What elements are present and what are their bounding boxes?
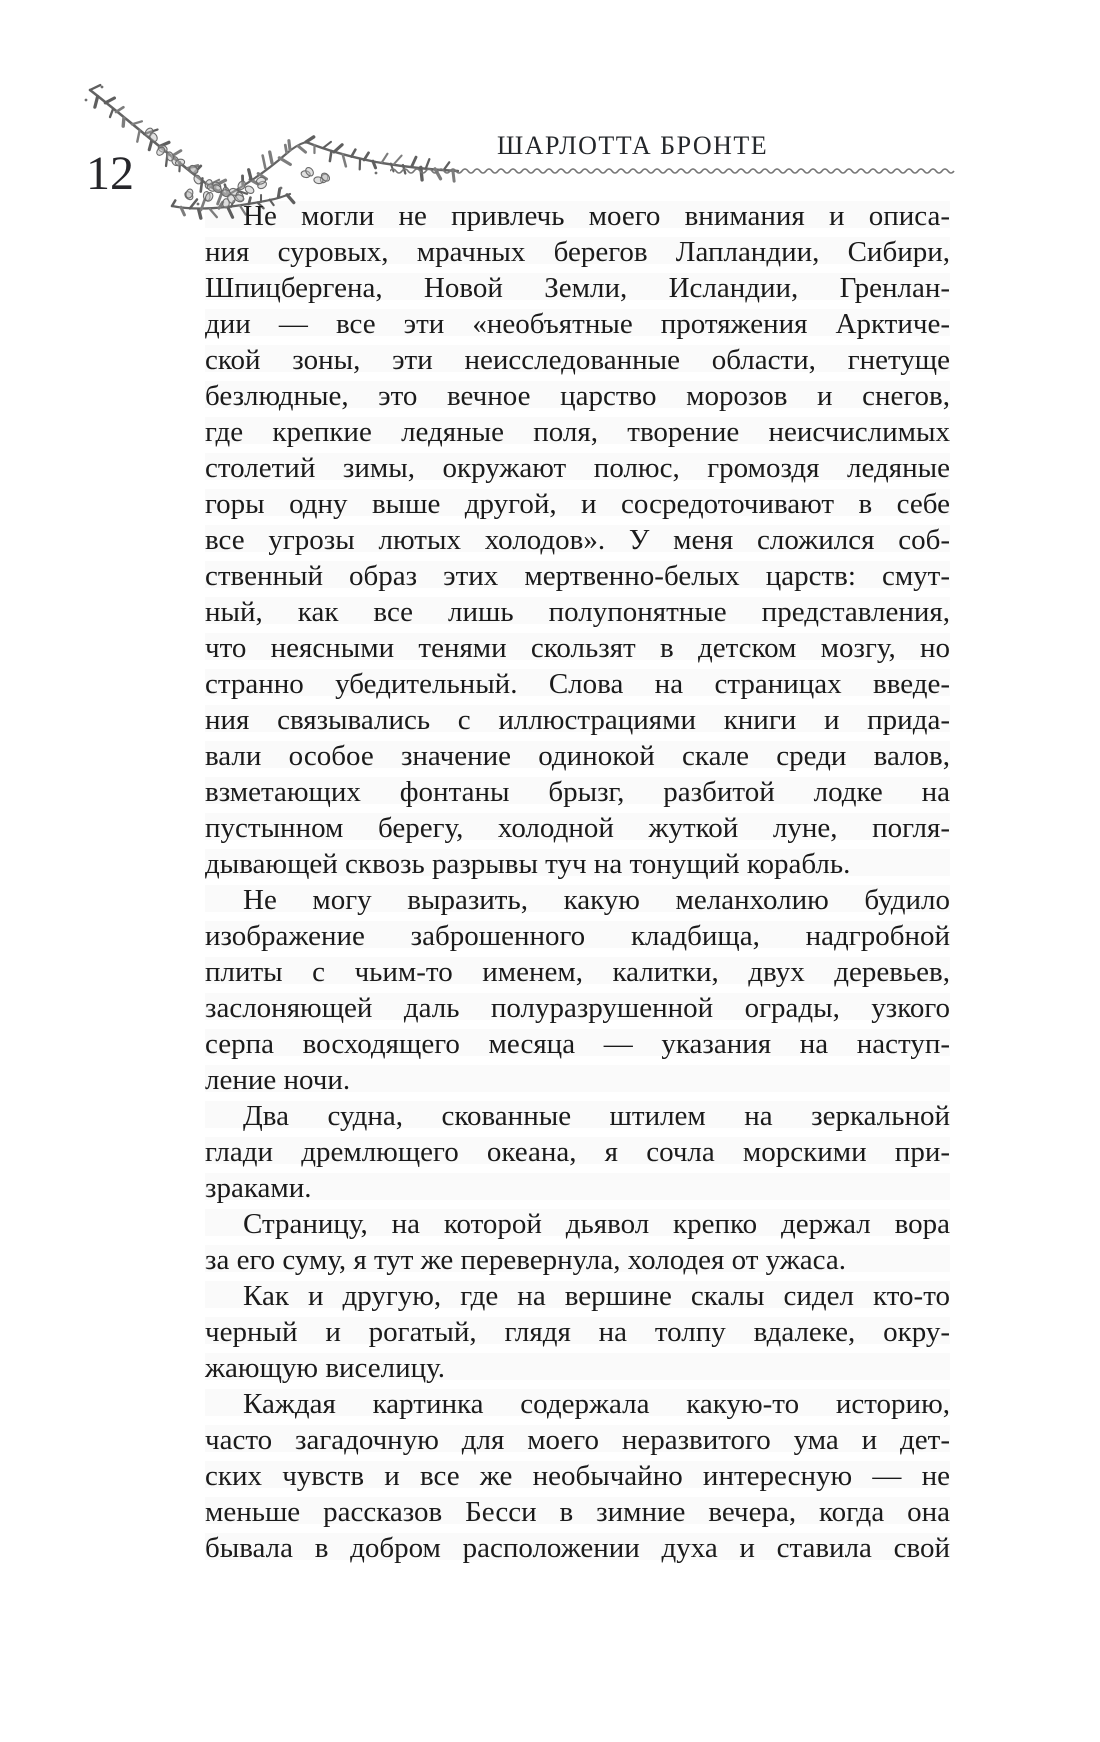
text-line: Страницу, на которой дьявол крепко держал вора — [243, 1208, 950, 1240]
text-line: ния суровых, мрачных берегов Лапландии, Сибири, — [205, 236, 950, 268]
text-line: меньше рассказов Бесси в зимние вечера, когда она — [205, 1496, 950, 1528]
text-line: заслоняющей даль полуразрушенной ограды, узкого — [205, 992, 950, 1024]
running-title: ШАРЛОТТА БРОНТЕ — [497, 131, 769, 160]
text-line: зраками. — [205, 1172, 312, 1204]
text-line: дии — все эти «необъятные протяжения Арктиче- — [205, 308, 950, 340]
text-line: Не могу выразить, какую меланхолию будило — [243, 884, 950, 916]
text-line: Каждая картинка содержала какую-то историю, — [243, 1388, 950, 1420]
text-line: ния связывались с иллюстрациями книги и прида- — [205, 704, 950, 736]
text-line: жающую виселицу. — [205, 1352, 445, 1384]
paragraph — [205, 1098, 950, 1206]
text-line: горы одну выше другой, и сосредоточивают в себе — [205, 488, 950, 520]
text-line: за его суму, я тут же перевернула, холодея от ужаса. — [205, 1244, 847, 1276]
text-line: столетий зимы, окружают полюс, громоздя ледяные — [205, 452, 950, 484]
text-line: изображение заброшенного кладбища, надгробной — [205, 920, 950, 952]
text-line: ный, как все лишь полупонятные представления, — [205, 596, 950, 628]
wavy-rule-icon — [390, 166, 956, 176]
text-line: Не могли не привлечь моего внимания и описа- — [243, 200, 950, 232]
text-line: черный и рогатый, глядя на толпу вдалеке, окру- — [205, 1316, 950, 1348]
paragraph — [205, 198, 950, 882]
text-line: Два судна, скованные штилем на зеркальной — [243, 1100, 950, 1132]
text-line: ственный образ этих мертвенно-белых царств: смут- — [205, 560, 950, 592]
text-line: вали особое значение одинокой скале среди валов, — [205, 740, 950, 772]
body-text — [205, 198, 950, 1566]
text-line: бывала в добром расположении духа и ставила свой — [205, 1532, 950, 1564]
paragraph — [205, 1278, 950, 1386]
text-line: безлюдные, это вечное царство морозов и снегов, — [205, 380, 950, 412]
text-line: пустынном берегу, холодной жуткой луне, погля- — [205, 812, 950, 844]
text-line: Шпицбергена, Новой Земли, Исландии, Гренлан- — [205, 272, 950, 304]
text-line: ление ночи. — [205, 1064, 351, 1096]
paragraph — [205, 1386, 950, 1566]
text-line: взметающих фонтаны брызг, разбитой лодке на — [205, 776, 950, 808]
text-line: Как и другую, где на вершине скалы сидел кто-то — [243, 1280, 950, 1312]
text-line: дывающей сквозь разрывы туч на тонущий корабль. — [205, 848, 851, 880]
text-line: где крепкие ледяные поля, творение неисчислимых — [205, 416, 950, 448]
text-line: странно убедительный. Слова на страницах введе- — [205, 668, 950, 700]
paragraph — [205, 1206, 950, 1278]
paragraph — [205, 882, 950, 1098]
text-line: все угрозы лютых холодов». У меня сложился соб- — [205, 524, 950, 556]
text-line: ских чувств и все же необычайно интересную — не — [205, 1460, 950, 1492]
text-line: часто загадочную для моего неразвитого ума и дет- — [205, 1424, 950, 1456]
text-line: серпа восходящего месяца — указания на наступ- — [205, 1028, 950, 1060]
page-number: 12 — [86, 147, 134, 200]
text-line: ской зоны, эти неисследованные области, гнетуще — [205, 344, 950, 376]
text-line: что неясными тенями скользят в детском мозгу, но — [205, 632, 950, 664]
text-line: плиты с чьим-то именем, калитки, двух деревьев, — [205, 956, 950, 988]
text-line: глади дремлющего океана, я сочла морскими при- — [205, 1136, 950, 1168]
